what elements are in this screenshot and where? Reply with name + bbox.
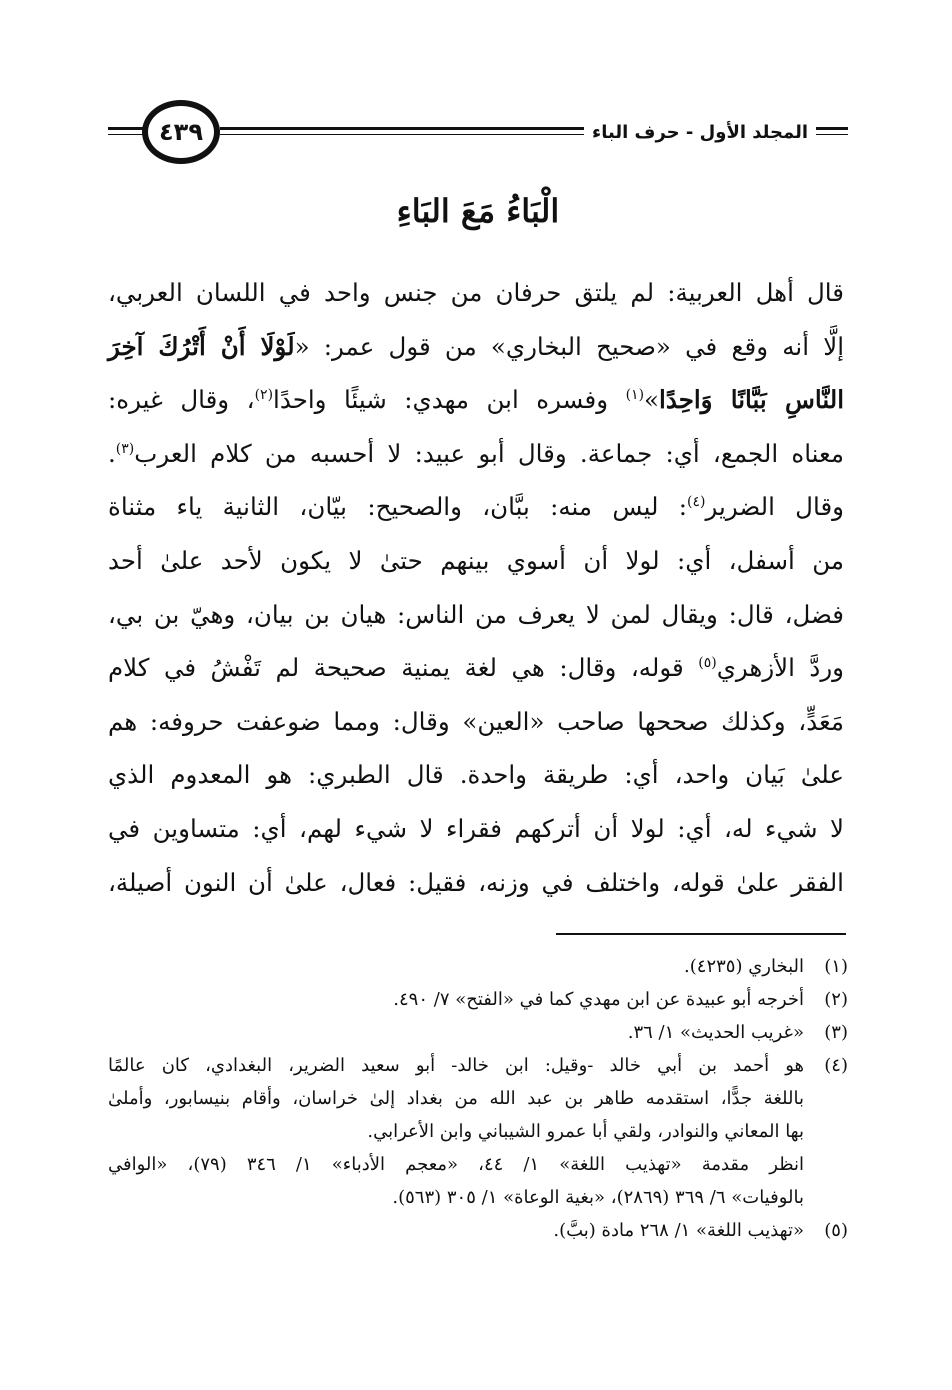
footnote-1 — [108, 950, 848, 983]
footnote-3 — [108, 1016, 848, 1049]
text-line: وقال الضرير$^{(٤)}$: ليس منه: ببَّان، والصحيح: بيّان، الثانية ياء مثناة — [108, 492, 844, 522]
text-line: إلَّا أنه وقع في «صحيح البخاري» من قول عمر: «لَوْلَا أَنْ أَتْرُكَ آخِرَ — [108, 331, 845, 361]
text-line: النَّاسِ بَبَّانًا وَاحِدًا»$^{(١)}$ وفسره ابن مهدي: شيئًا واحدًا$^{(٢)}$، وقال غيره: — [108, 385, 845, 415]
footnote-text: بالوفيات» ٦/ ٣٦٩ (٢٨٦٩)، «بغية الوعاة» ١/ ٣٠٥ (٥٦٣). — [392, 1187, 804, 1208]
footnotes — [108, 950, 848, 1247]
footnote-2 — [108, 983, 848, 1016]
footnote-number: (٢) — [824, 989, 848, 1010]
footnote-number: (٤) — [824, 1055, 848, 1076]
running-title: المجلد الأول - حرف الباء — [584, 122, 816, 143]
footnote-text: باللغة جدًّا، استقدمه طاهر بن عبد الله من بغداد إلىٰ خراسان، وأقام بنيسابور، وأملىٰ — [108, 1088, 804, 1109]
hadith-quote: النَّاسِ بَبَّانًا وَاحِدًا — [659, 385, 845, 415]
text-line: معناه الجمع، أي: جماعة. وقال أبو عبيد: لا أحسبه من كلام العرب$^{(٣)}$. — [108, 438, 844, 468]
footnote-divider — [556, 933, 846, 935]
page-header — [108, 100, 848, 170]
text-line: لا شيء له، أي: لولا أن أتركهم فقراء لا شيء لهم، أي: متساوين في — [108, 813, 844, 843]
text-line: وردَّ الأزهري$^{(٥)}$ قوله، وقال: هي لغة يمنية صحيحة لم تَفْشُ في كلام — [108, 653, 844, 683]
hadith-quote: لَوْلَا أَنْ أَتْرُكَ آخِرَ — [108, 331, 295, 361]
text-line: علىٰ بَيان واحد، أي: طريقة واحدة. قال الطبري: هو المعدوم الذي — [108, 760, 844, 790]
chapter-title: الْبَاءُ مَعَ البَاءِ — [396, 192, 560, 230]
footnote-number: (٣) — [824, 1022, 848, 1043]
footnote-number: (١) — [824, 956, 848, 977]
footnote-ref[interactable]: (٢) — [254, 387, 274, 404]
text-line: مَعَدٍّ، وكذلك صححها صاحب «العين» وقال: ومما ضوعفت حروفه: هم — [108, 706, 844, 736]
main-text — [108, 266, 844, 909]
footnote-4 — [108, 1049, 848, 1214]
footnote-ref[interactable]: (٥) — [698, 655, 717, 671]
footnote-ref[interactable]: (٤) — [687, 494, 706, 511]
footnote-text: انظر مقدمة «تهذيب اللغة» ١/ ٤٤، «معجم الأدباء» ١/ ٣٤٦ (٧٩)، «الوافي — [108, 1154, 804, 1175]
text-line: قال أهل العربية: لم يلتق حرفان من جنس واحد في اللسان العربي، — [108, 278, 844, 307]
footnote-text: هو أحمد بن أبي خالد -وقيل: ابن خالد- أبو سعيد الضرير، البغدادي، كان عالمًا — [108, 1055, 804, 1076]
text-line: الفقر علىٰ قوله، واختلف في وزنه، فقيل: فعال، علىٰ أن النون أصيلة، — [108, 867, 844, 897]
footnote-5 — [108, 1214, 848, 1247]
page-number: ٤٣٩ — [142, 100, 220, 164]
footnote-ref[interactable]: (٣) — [115, 440, 135, 457]
footnote-number: (٥) — [824, 1220, 848, 1241]
text-line: من أسفل، أي: لولا أن أسوي بينهم حتىٰ لا يكون لأحد علىٰ أحد — [108, 545, 844, 575]
footnote-text: بها المعاني والنوادر، ولقي أبا عمرو الشيباني وابن الأعرابي. — [367, 1121, 804, 1142]
footnote-ref[interactable]: (١) — [625, 387, 645, 404]
footnote-text: البخاري (٤٢٣٥). — [684, 956, 804, 977]
footnote-text: أخرجه أبو عبيدة عن ابن مهدي كما في «الفتح» ٧/ ٤٩٠. — [393, 989, 804, 1010]
text-line: فضل، قال: ويقال لمن لا يعرف من الناس: هيان بن بيان، وهيّ بن بي، — [108, 599, 844, 629]
footnote-text: «غريب الحديث» ١/ ٣٦. — [627, 1022, 804, 1043]
footnote-text: «تهذيب اللغة» ١/ ٢٦٨ مادة (ببَّ). — [553, 1220, 804, 1241]
